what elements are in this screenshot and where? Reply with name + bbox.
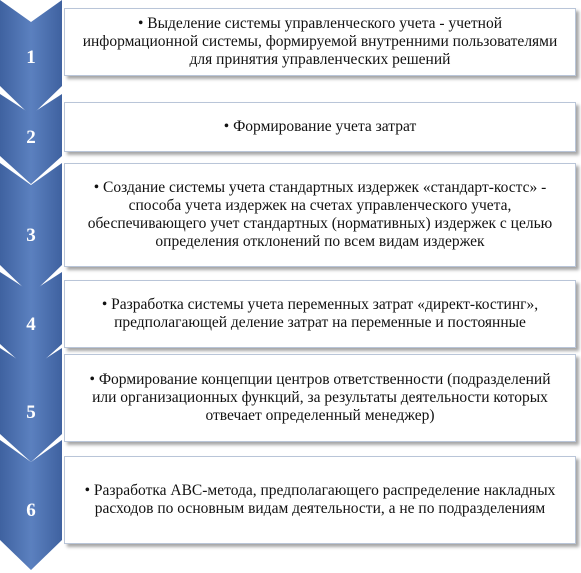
step-2-text: • Формирование учета затрат bbox=[223, 118, 417, 135]
bullet: • bbox=[84, 482, 91, 499]
step-2-number: 2 bbox=[26, 127, 36, 148]
bullet: • bbox=[137, 15, 144, 32]
step-6-number: 6 bbox=[26, 500, 36, 521]
step-6-text: • Разработка АВС-метода, предполагающего распределение накладных расходов по основным видам деятельности, а не по подразделениям bbox=[84, 482, 556, 517]
step-6-box bbox=[64, 456, 576, 544]
step-4-text: • Разработка системы учета переменных затрат «директ-костинг», предполагающей деление затрат на переменные и постоянные bbox=[101, 296, 539, 331]
step-1-number: 1 bbox=[26, 47, 36, 68]
step-4-number: 4 bbox=[26, 314, 36, 335]
step-2-box bbox=[64, 102, 576, 152]
step-3-number: 3 bbox=[26, 225, 36, 246]
step-1-box bbox=[64, 8, 576, 76]
step-3-text: • Создание системы учета стандартных издержек «стандарт-костс» - способа учета издержек на счетах управленческого учета, обеспечивающего учет стандартных (нормативных) издержек с целью определения отклонений по всем видам издержек bbox=[87, 179, 553, 250]
bullet: • bbox=[93, 179, 100, 196]
step-5-text: • Формирование концепции центров ответственности (подразделений или организационных функций, за результаты деятельности которых отвечает определенный менеджер) bbox=[89, 371, 551, 424]
bullet: • bbox=[89, 371, 95, 388]
step-4-box bbox=[64, 280, 576, 348]
bullet: • bbox=[101, 296, 108, 313]
step-6 bbox=[0, 440, 581, 570]
step-3-box bbox=[64, 163, 576, 267]
step-5-box bbox=[64, 354, 576, 442]
step-1-text: • Выделение системы управленческого учета - учетной информационной системы, формируемой внутренними пользователями для принятия управленческих решений bbox=[82, 15, 558, 68]
step-5-number: 5 bbox=[26, 402, 36, 423]
bullet: • bbox=[223, 118, 230, 135]
